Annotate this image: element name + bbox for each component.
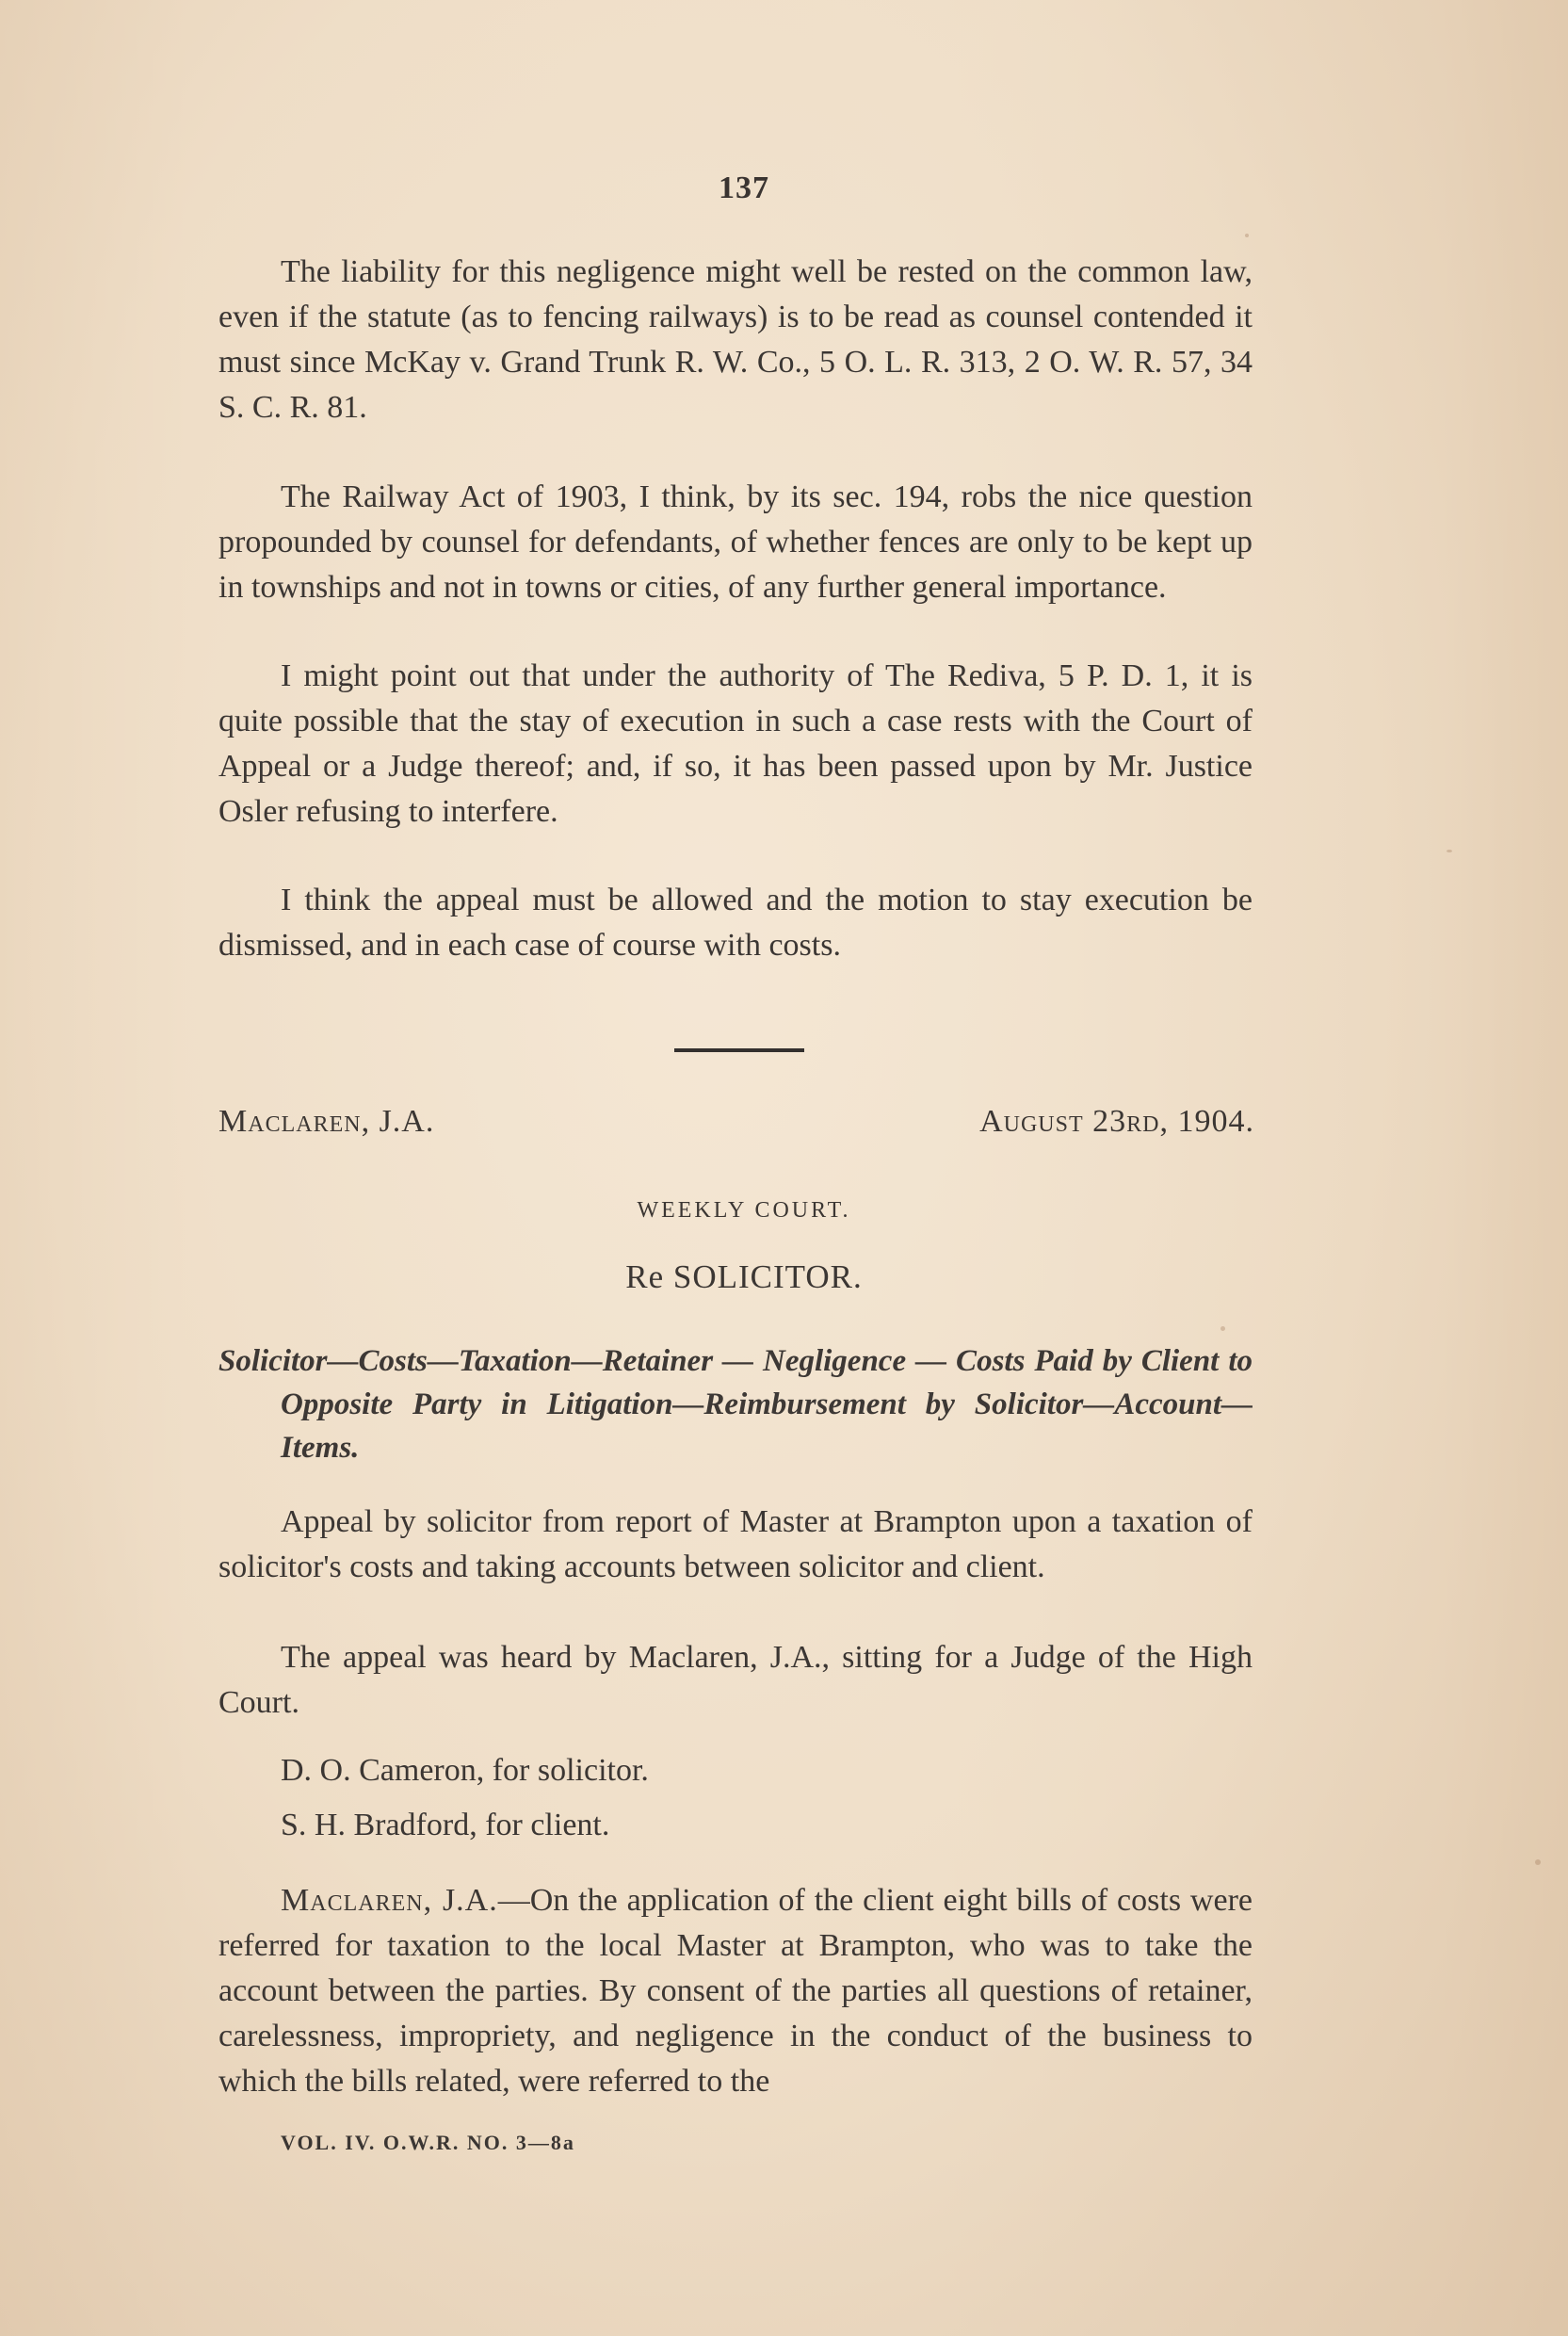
case-title: Re SOLICITOR. [625, 1258, 863, 1295]
paragraph-appeal-by-solicitor: Appeal by solicitor from report of Master at Brampton upon a taxation of solicitor's costs and taking accounts between solicitor and client. [218, 1504, 1253, 1584]
judge-line: Maclaren, J.A. [218, 1104, 435, 1139]
headnote: Solicitor—Costs—Taxation—Retainer — Negligence — Costs Paid by Client to Opposite Party in Litigation—Reimbursement by Solicitor—Account—Items. [218, 1344, 1253, 1465]
paper-spot [1220, 1326, 1225, 1331]
paragraph-appeal-allowed: I think the appeal must be allowed and the motion to stay execution be dismissed, and in each case of course with costs. [218, 883, 1253, 963]
paragraph-liability: The liability for this negligence might well be rested on the common law, even if the statute (as to fencing railways) is to be read as counsel contended it must since McKay v. Grand Trunk R. W. Co., 5 O. L. R. 313, 2 O. W. R. 57, 34 S. C. R. 81. [218, 254, 1253, 425]
paper-spot [1447, 850, 1452, 852]
paragraph-rediva: I might point out that under the authority of The Rediva, 5 P. D. 1, it is quite possible that the stay of execution in such a case rests with the Court of Appeal or a Judge thereof; and, if so, it has been passed upon by Mr. Justice Osler refusing to interfere. [218, 658, 1253, 829]
counsel-solicitor: D. O. Cameron, for solicitor. [281, 1753, 649, 1788]
court-heading: WEEKLY COURT. [637, 1198, 851, 1223]
paper-spot [1245, 234, 1249, 237]
counsel-client: S. H. Bradford, for client. [281, 1808, 610, 1842]
page-number: 137 [719, 170, 769, 205]
judgment-judge-name: Maclaren, J.A. [281, 1883, 498, 1918]
judgment-text: —On the application of the client eight bills of costs were referred for taxation to the local Master at Brampton, who was to take the account between the parties. By consent of the parties all questions of retainer, carelessness, impropriety, and negligence in the conduct of the business to which the bills related, were referred to the [218, 1883, 1253, 2099]
section-divider [674, 1048, 804, 1052]
date-line: August 23rd, 1904. [979, 1104, 1254, 1139]
paragraph-appeal-heard: The appeal was heard by Maclaren, J.A., sitting for a Judge of the High Court. [218, 1640, 1253, 1720]
footer-signature: VOL. IV. O.W.R. NO. 3—8a [281, 2131, 575, 2154]
judgment-paragraph [218, 1878, 1253, 2104]
paper-spot [1535, 1859, 1541, 1865]
paragraph-railway-act: The Railway Act of 1903, I think, by its sec. 194, robs the nice question propounded by counsel for defendants, of whether fences are only to be kept up in townships and not in towns or cities, of any further general importance. [218, 479, 1253, 605]
